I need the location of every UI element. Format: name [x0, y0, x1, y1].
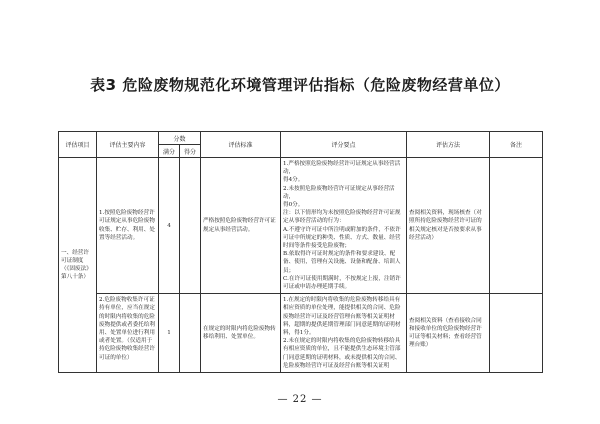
header-get-score: 得分: [180, 145, 201, 158]
full-score-cell: 4: [159, 158, 180, 294]
full-score-cell: 1: [159, 294, 180, 373]
points-line: 2.未按照危险废物经营许可证规定从事经营活动，: [283, 185, 395, 200]
note-cell: [490, 294, 543, 373]
points-line: 2.未在规定的时限内将收集的危险废物转移给具有相应资质的单位，且不能提供生态环境主管部门同意延期的证明材料，或未提供相关的合同、危险废物经营许可证及经营台账等相关证明: [283, 338, 401, 369]
table-row: [59, 294, 543, 373]
table-title: 表3 危险废物规范化环境管理评估指标（危险废物经营单位）: [90, 76, 510, 94]
method-cell: 查阅相关资料，现场核查（对照所持危险废物经营许可证的相关规定核对是否按要求从事经营活动）: [407, 158, 490, 294]
points-line: 注：以下情形均为未按照危险废物经营许可证规定从事经营活动的行为：: [283, 210, 401, 225]
get-score-cell: [180, 158, 201, 294]
header-score: 分数: [159, 132, 201, 145]
page-number: — 22 —: [277, 394, 323, 405]
header-full-score: 满分: [159, 145, 180, 158]
assessment-table: [58, 131, 543, 373]
standard-cell: 在规定的时限内将危险废物转移给利用、处置单位。: [201, 294, 281, 373]
points-line: A.不遵守许可证中所注明或附加的条件，不依许可证中所规定的种类、性质、方式、数量、经营时间等条件接受危险废物；: [283, 226, 401, 250]
header-points: 评分要点: [281, 132, 407, 158]
content-cell: 2.危险废物收集许可证持有单位，应当在规定的时限内将收集的危险废物提供或者委托给利用、处置单位进行利用或者处置。（仅适用于持危险废物收集经营许可证的单位）: [97, 294, 159, 373]
content-cell: 1.按照危险废物经营许可证规定从事危险废物收集、贮存、利用、处置等经营活动。: [97, 158, 159, 294]
header-method: 评估方法: [407, 132, 490, 158]
method-cell: 查阅相关资料（查看接收合同和接收单位的危险废物经营许可证等相关材料；查看经营管理台账）: [407, 294, 490, 373]
get-score-cell: [180, 294, 201, 373]
points-line: 1.严格按照危险废物经营许可证规定从事经营活动，: [283, 161, 401, 176]
header-item: 评估项目: [59, 132, 97, 158]
assessment-item-text: 一、经营许可证制度（《固废法》第八十条）: [61, 249, 92, 281]
points-cell: [281, 294, 407, 373]
table-row: [59, 158, 543, 294]
points-line: 1.在规定的时限内将收集的危险废物转移给具有相应资质的单位处理，能提供相关的合同、危险废物经营许可证及经营管理台账等相关证明材料，超期的提供延期管理部门同意延期的证明材料，得1分。: [283, 297, 401, 337]
header-content: 评估主要内容: [97, 132, 159, 158]
assessment-item: [59, 158, 97, 373]
points-line: 得4分。: [283, 177, 304, 184]
header-standard: 评估标准: [201, 132, 281, 158]
points-line: C.在许可证使用期满时，不按规定上报，注销许可证或申请办理延期手续。: [283, 275, 401, 291]
points-line: B.依取得许可证时规定的条件和要求建设、配备、使用，管理有关设施、设备和配备、培训人员；: [283, 251, 401, 274]
points-cell: [281, 158, 407, 294]
note-cell: [490, 158, 543, 294]
standard-cell: 严格按照危险废物经营许可证规定从事经营活动。: [201, 158, 281, 294]
points-line: 得0分。: [283, 202, 304, 209]
header-row: [59, 132, 543, 145]
header-note: 备注: [490, 132, 543, 158]
